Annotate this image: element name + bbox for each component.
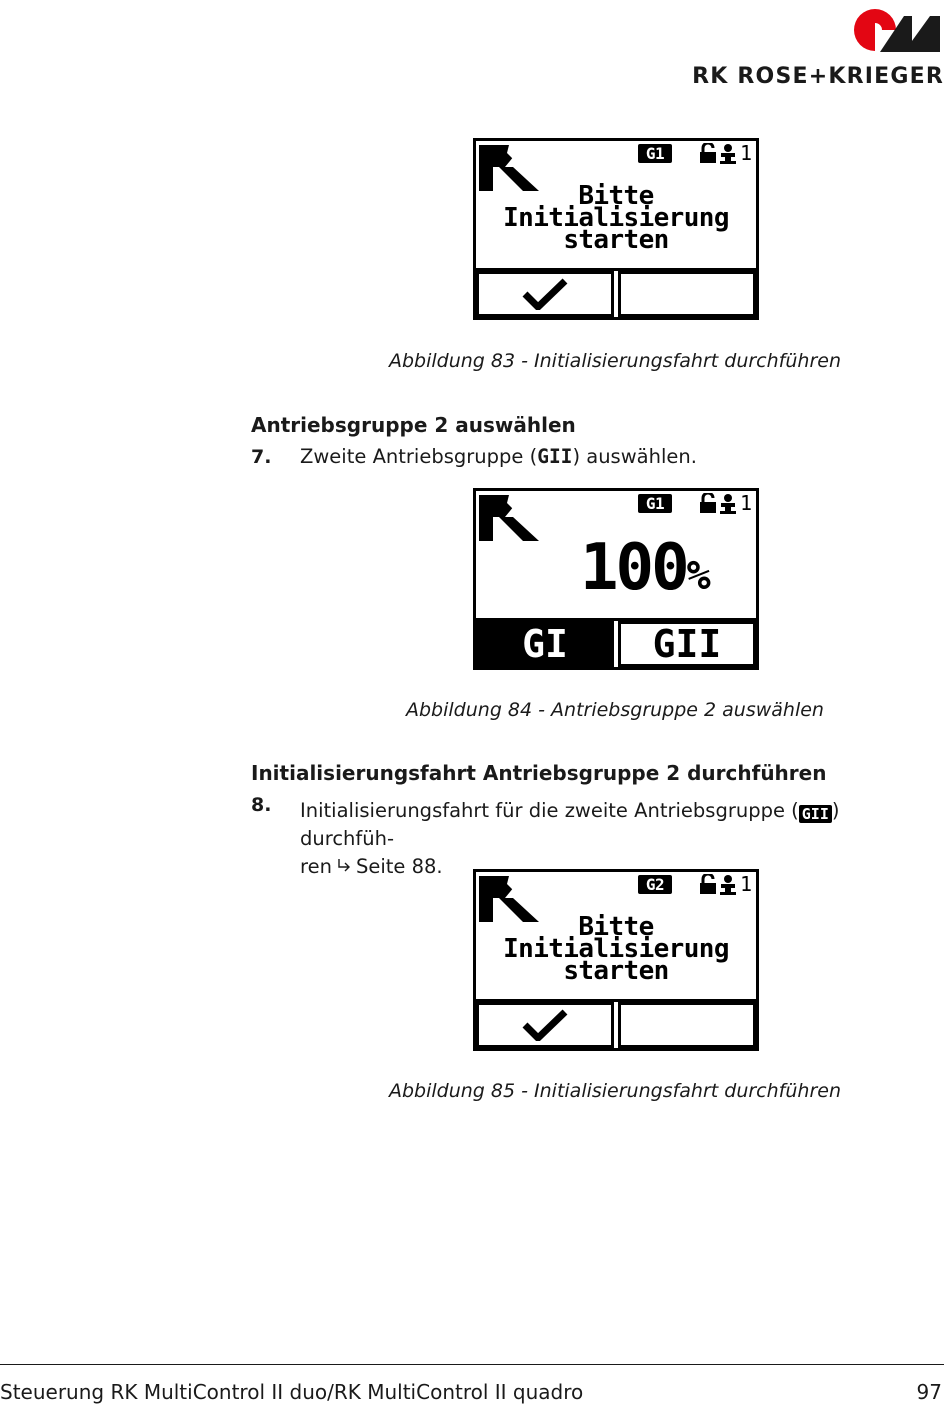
footer-divider — [0, 1364, 944, 1365]
message-line: Initialisierung — [503, 934, 729, 964]
step-number: 7. — [251, 446, 272, 468]
cross-reference-arrow-icon — [336, 858, 352, 874]
section-heading: Initialisierungsfahrt Antriebsgruppe 2 durchführen — [251, 761, 827, 785]
display-message — [476, 912, 756, 986]
step-text-part: ) auswählen. — [572, 445, 697, 468]
lcd-display-figure-83 — [473, 138, 759, 320]
display-message — [476, 181, 756, 255]
group-badge: G1 — [638, 494, 672, 513]
message-line: Bitte — [578, 912, 654, 942]
step-text-part: ren — [300, 855, 332, 878]
section-heading: Antriebsgruppe 2 auswählen — [251, 413, 576, 437]
empty-softkey[interactable] — [618, 271, 756, 317]
empty-softkey[interactable] — [618, 1002, 756, 1048]
lock-user-icon — [698, 874, 738, 896]
user-number: 1 — [740, 491, 753, 515]
figure-caption: Abbildung 84 - Antriebsgruppe 2 auswählen — [406, 699, 824, 721]
softkey-row — [476, 268, 756, 317]
page-reference-link[interactable]: Seite 88. — [355, 855, 443, 878]
figure-caption: Abbildung 83 - Initialisierungsfahrt durchführen — [388, 350, 841, 372]
softkey-row — [476, 618, 756, 667]
position-number: 100 — [580, 531, 687, 605]
figure-caption: Abbildung 85 - Initialisierungsfahrt durchführen — [388, 1080, 841, 1102]
message-line: starten — [563, 225, 669, 255]
inline-group-badge: GII — [799, 805, 832, 823]
position-unit: % — [686, 553, 711, 599]
user-number: 1 — [740, 872, 753, 896]
checkmark-icon — [522, 1009, 568, 1041]
rk-logo-icon — [854, 8, 944, 52]
logo-text: RK ROSE+KRIEGER — [692, 64, 944, 89]
message-line: Bitte — [578, 181, 654, 211]
company-logo — [668, 8, 944, 88]
inline-group-label: GII — [537, 445, 573, 468]
step-text-part: ) durchfüh- — [300, 799, 840, 850]
group-badge: G1 — [638, 144, 672, 163]
step-text — [300, 443, 922, 471]
checkmark-icon — [522, 278, 568, 310]
footer-title: Steuerung RK MultiControl II duo/RK MultiControl II quadro — [0, 1380, 584, 1404]
confirm-button[interactable] — [476, 1002, 614, 1048]
group-2-label: GII — [652, 622, 722, 666]
confirm-button[interactable] — [476, 271, 614, 317]
page-number: 97 — [916, 1380, 942, 1404]
group-badge: G2 — [638, 875, 672, 894]
rk-display-logo-icon — [479, 495, 541, 541]
user-number: 1 — [740, 141, 753, 165]
step-text-part: Zweite Antriebsgruppe ( — [300, 445, 538, 468]
group-1-button[interactable] — [476, 621, 614, 667]
lock-user-icon — [698, 493, 738, 515]
message-line: starten — [563, 956, 669, 986]
lcd-display-figure-85 — [473, 869, 759, 1051]
group-2-button[interactable] — [618, 621, 756, 667]
lcd-display-figure-84 — [473, 488, 759, 670]
position-value — [580, 533, 711, 611]
group-1-label: GI — [522, 622, 568, 666]
softkey-row — [476, 999, 756, 1048]
step-number: 8. — [251, 794, 272, 816]
lock-user-icon — [698, 143, 738, 165]
message-line: Initialisierung — [503, 203, 729, 233]
step-text-part: Initialisierungsfahrt für die zweite Antriebsgruppe ( — [300, 799, 799, 822]
